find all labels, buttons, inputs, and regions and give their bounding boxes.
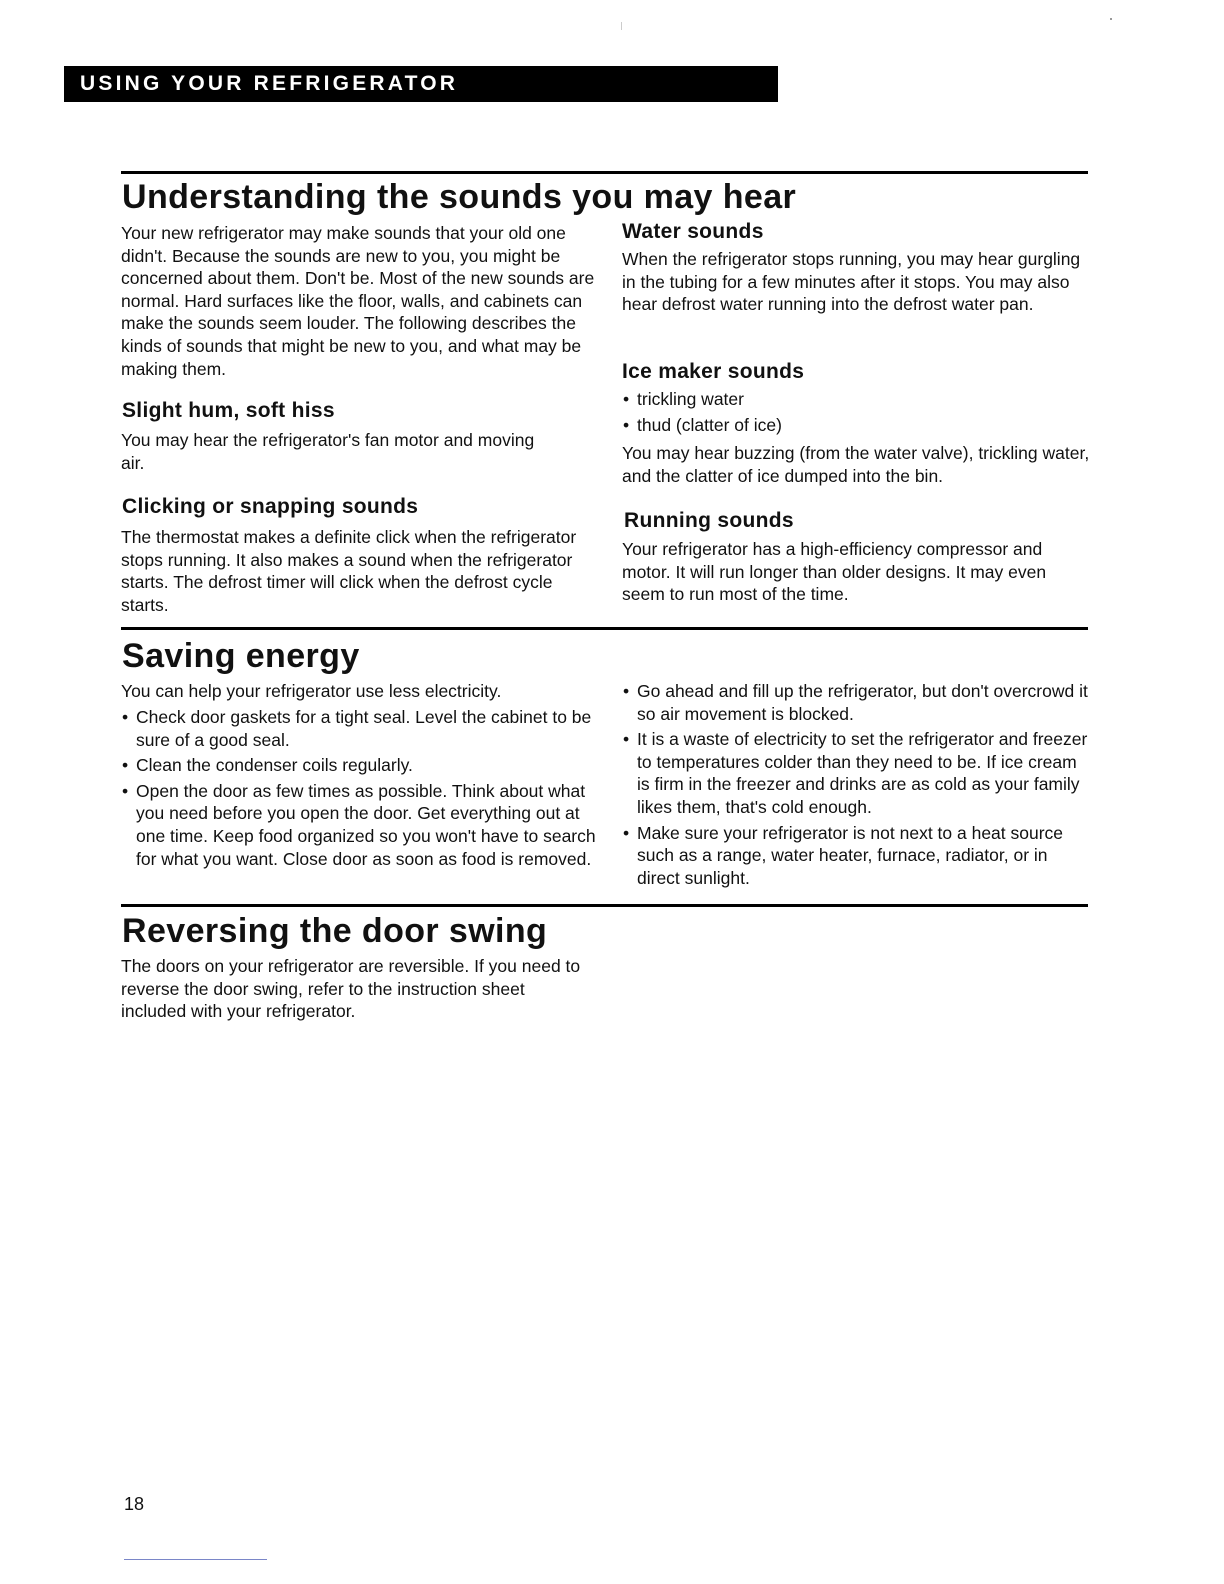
energy-bullets-left xyxy=(121,706,596,873)
clicking-body: The thermostat makes a definite click when the refrigerator stops running. It also makes a sound when the refrigerator starts. The defrost timer will click when the defrost cycle starts. xyxy=(121,527,577,615)
footer-rule xyxy=(124,1559,267,1560)
door-body: The doors on your refrigerator are reversible. If you need to reverse the door swing, refer to the instruction sheet included with your refrigerator. xyxy=(121,956,581,1022)
icemaker-heading: Ice maker sounds xyxy=(622,360,805,383)
section-divider xyxy=(121,904,1088,907)
door-title: Reversing the door swing xyxy=(122,912,548,950)
icemaker-bullets xyxy=(622,388,1092,439)
sounds-title: Understanding the sounds you may hear xyxy=(122,178,797,216)
list-item: • It is a waste of electricity to set the refrigerator and freezer to temperatures colder than they need to be. If ice cream is firm in the freezer and drinks are as cold as your family likes them, that's cold enough. xyxy=(622,728,1092,818)
energy-title: Saving energy xyxy=(122,637,360,675)
sounds-intro: Your new refrigerator may make sounds that your old one didn't. Because the sounds are new to you, you might be concerned about them. Don't be. Most of the new sounds are normal. Hard surfaces like the floor, walls, and cabinets can make the sounds seem louder. The following describes the kinds of sounds that might be new to you, and what may be making them. xyxy=(121,223,595,379)
hum-heading: Slight hum, soft hiss xyxy=(122,399,335,422)
section-banner: USING YOUR REFRIGERATOR xyxy=(64,66,778,102)
section-divider xyxy=(121,627,1088,630)
list-item: • trickling water xyxy=(622,388,1092,411)
energy-intro: You can help your refrigerator use less electricity. xyxy=(121,681,502,701)
hum-body: You may hear the refrigerator's fan motor and moving air. xyxy=(121,430,535,473)
water-heading: Water sounds xyxy=(622,220,764,243)
scan-mark xyxy=(621,22,622,30)
section-divider xyxy=(121,171,1088,174)
list-item: • Clean the condenser coils regularly. xyxy=(121,754,596,777)
water-body: When the refrigerator stops running, you may hear gurgling in the tubing for a few minutes after it stops. You may also hear defrost water running into the defrost water pan. xyxy=(622,249,1081,315)
list-item: • Make sure your refrigerator is not next to a heat source such as a range, water heater, furnace, radiator, or in direct sunlight. xyxy=(622,822,1092,890)
list-item: • Open the door as few times as possible. Think about what you need before you open the door. Get everything out at one time. Keep food organized so you won't have to search for what you want. Close door as soon as food is removed. xyxy=(121,780,596,870)
clicking-heading: Clicking or snapping sounds xyxy=(122,495,419,518)
running-body: Your refrigerator has a high-efficiency compressor and motor. It will run longer than older designs. It may even seem to run most of the time. xyxy=(622,539,1047,605)
list-item: • Go ahead and fill up the refrigerator, but don't overcrowd it so air movement is blocked. xyxy=(622,680,1092,725)
list-item: • Check door gaskets for a tight seal. Level the cabinet to be sure of a good seal. xyxy=(121,706,596,751)
running-heading: Running sounds xyxy=(624,509,794,532)
scan-mark xyxy=(1110,18,1112,20)
energy-bullets-right xyxy=(622,680,1092,892)
page-number: 18 xyxy=(124,1494,145,1514)
list-item: • thud (clatter of ice) xyxy=(622,414,1092,437)
icemaker-body: You may hear buzzing (from the water valve), trickling water, and the clatter of ice dumped into the bin. xyxy=(622,443,1090,486)
